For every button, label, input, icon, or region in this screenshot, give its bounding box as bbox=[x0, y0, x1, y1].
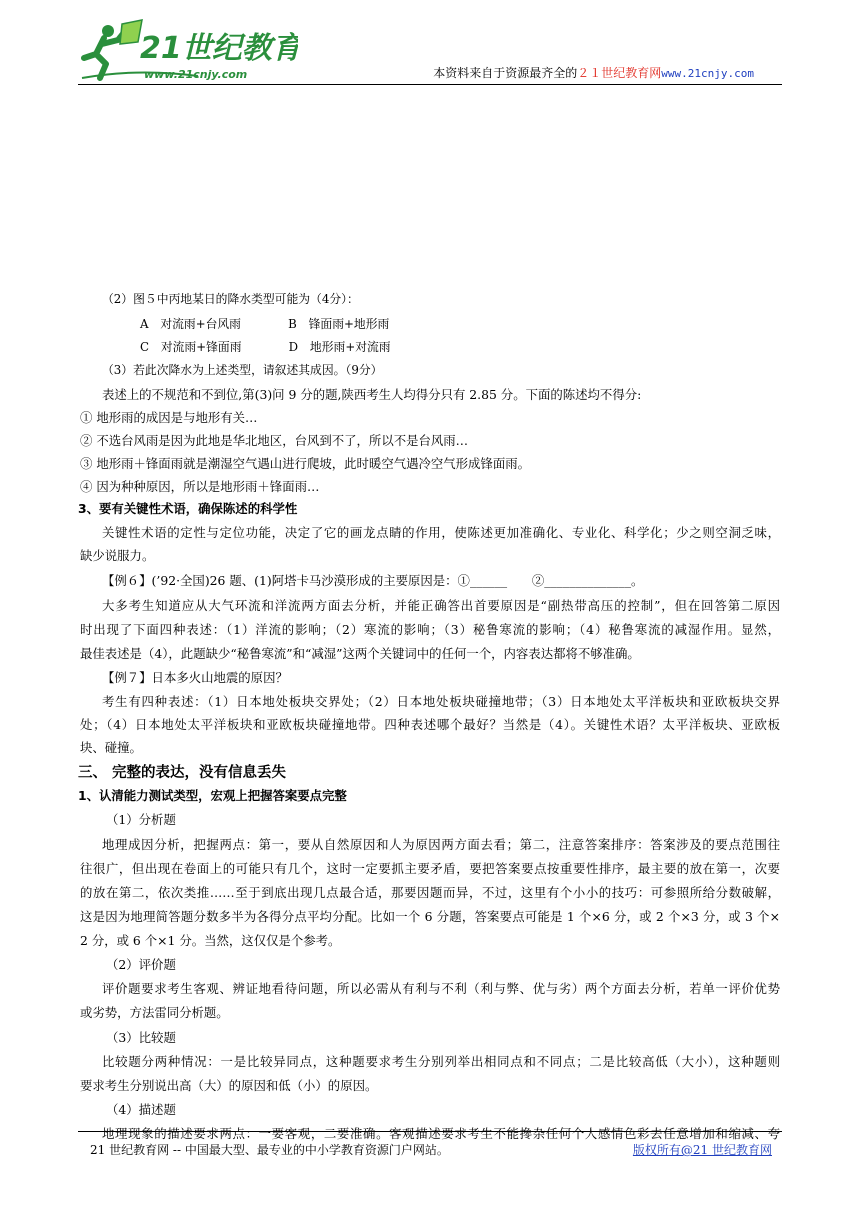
paragraph-line: 地理现象的描述要求两点：一要客观，二要准确。客观描述要求考生不能搀杂任何个人感情色彩去任意增加和缩减、夸 bbox=[102, 1126, 780, 1141]
subheading-description: （4）描述题 bbox=[106, 1102, 176, 1117]
footer-divider bbox=[78, 1131, 782, 1132]
header-divider bbox=[78, 84, 782, 85]
paragraph-line: 处；（4）日本地处太平洋板块和亚欧板块碰撞地带。四种表述哪个最好？当然是（4）。关键性术语？太平洋板块、亚欧板 bbox=[80, 717, 780, 732]
paragraph-line: 的放在第二，依次类推……至于到底出现几点最合适，那要因题而异，不过，这里有个小小的技巧：可参照所给分数破解， bbox=[80, 885, 780, 900]
paragraph-line: 关键性术语的定性与定位功能，决定了它的画龙点睛的作用，使陈述更加准确化、专业化、科学化；少之则空洞乏味， bbox=[102, 525, 780, 540]
section-heading-three: 三、 完整的表达，没有信息丢失 bbox=[78, 765, 287, 781]
list-item-2: ② 不选台风雨是因为此地是华北地区，台风到不了，所以不是台风雨… bbox=[80, 433, 469, 448]
logo-url: www.21cnjy.com bbox=[144, 68, 248, 81]
paragraph-line: 地理成因分析，把握两点：第一，要从自然原因和人为原因两方面去看；第二，注意答案排序：答案涉及的要点范围往 bbox=[102, 837, 780, 852]
paragraph-line: 表述上的不规范和不到位,第(3)问 9 分的题,陕西考生人均得分只有 2.85 分。下面的陈述均不得分: bbox=[102, 387, 642, 402]
paragraph-line: 最佳表述是（4），此题缺少“秘鲁寒流”和“减湿”这两个关键词中的任何一个，内容表达都将不够准确。 bbox=[80, 646, 640, 661]
paragraph-line: 评价题要求考生客观、辨证地看待问题，所以必需从有利与不利（利与弊、优与劣）两个方面去分析，若单一评价优势 bbox=[102, 981, 780, 996]
footer-copyright-link[interactable]: 版权所有@21 世纪教育网 bbox=[632, 1143, 772, 1157]
logo-text: 21世纪教育 bbox=[140, 31, 298, 66]
list-item-3: ③ 地形雨＋锋面雨就是潮湿空气遇山进行爬坡，此时暖空气遇冷空气形成锋面雨。 bbox=[80, 456, 531, 471]
subsection-heading-1: 1、认清能力测试类型，宏观上把握答案要点完整 bbox=[78, 788, 347, 803]
paragraph-line: 或劣势，方法雷同分析题。 bbox=[80, 1005, 229, 1020]
subheading-comparison: （3）比较题 bbox=[106, 1030, 176, 1045]
paragraph-line: 时出现了下面四种表述：（1）洋流的影响；（2）寒流的影响；（3）秘鲁寒流的影响；（4）秘鲁寒流的减湿作用。显然， bbox=[80, 622, 780, 637]
example-7: 【例７】日本多火山地震的原因？ bbox=[102, 670, 288, 685]
options-cd: C 对流雨+锋面雨 D 地形雨+对流雨 bbox=[140, 340, 391, 354]
list-item-4: ④ 因为种种原因，所以是地形雨＋锋面雨… bbox=[80, 479, 320, 494]
question-3: （3）若此次降水为上述类型，请叙述其成因。（9分） bbox=[102, 363, 383, 377]
paragraph-line: 往很广，但出现在卷面上的可能只有几个，这时一定要抓主要矛盾，要把答案要点按重要性排序，最主要的放在第一，次要 bbox=[80, 861, 780, 876]
question-2: （2）图５中丙地某日的降水类型可能为（4分）： bbox=[102, 292, 359, 306]
paragraph-line: 要求考生分别说出高（大）的原因和低（小）的原因。 bbox=[80, 1078, 378, 1093]
options-ab: A 对流雨+台风雨 B 锋面雨+地形雨 bbox=[140, 317, 390, 331]
subheading-analysis: （1）分析题 bbox=[106, 812, 176, 827]
header-note-site[interactable]: ２１世纪教育网 bbox=[577, 66, 662, 80]
paragraph-line: 比较题分两种情况：一是比较异同点，这种题要求考生分别列举出相同点和不同点；二是比较高低（大小），这种题则 bbox=[102, 1054, 780, 1069]
paragraph-line: 块、碰撞。 bbox=[80, 740, 142, 755]
paragraph-line: 2 分，或 6 个×1 分。当然，这仅仅是个参考。 bbox=[80, 933, 341, 948]
footer-tagline: 21 世纪教育网 -- 中国最大型、最专业的中小学教育资源门户网站。 bbox=[90, 1143, 449, 1157]
paragraph-line: 大多考生知道应从大气环流和洋流两方面去分析，并能正确答出首要原因是“副热带高压的控制”，但在回答第二原因 bbox=[102, 598, 780, 613]
header-note-url[interactable]: www.21cnjy.com bbox=[661, 67, 754, 80]
header-note-prefix: 本资料来自于资源最齐全的 bbox=[433, 66, 578, 80]
paragraph-line: 缺少说服力。 bbox=[80, 548, 155, 563]
example-6: 【例６】(’92·全国)26 题、(1)阿塔卡马沙漠形成的主要原因是：①______ ②______________。 bbox=[102, 573, 644, 588]
paragraph-line: 考生有四种表述：（1）日本地处板块交界处；（2）日本地处板块碰撞地带；（3）日本地处太平洋板块和亚欧板块交界 bbox=[102, 694, 780, 709]
header-source-note bbox=[433, 64, 754, 81]
list-item-1: ① 地形雨的成因是与地形有关… bbox=[80, 410, 258, 425]
site-logo[interactable] bbox=[78, 18, 298, 86]
running-man-logo-icon bbox=[78, 18, 298, 86]
paragraph-line: 这是因为地理简答题分数多半为各得分点平均分配。比如一个 6 分题，答案要点可能是 1 个×6 分，或 2 个×3 分，或 3 个× bbox=[80, 909, 780, 924]
subheading-evaluation: （2）评价题 bbox=[106, 957, 176, 972]
section-heading-3: 3、要有关键性术语，确保陈述的科学性 bbox=[78, 501, 298, 516]
